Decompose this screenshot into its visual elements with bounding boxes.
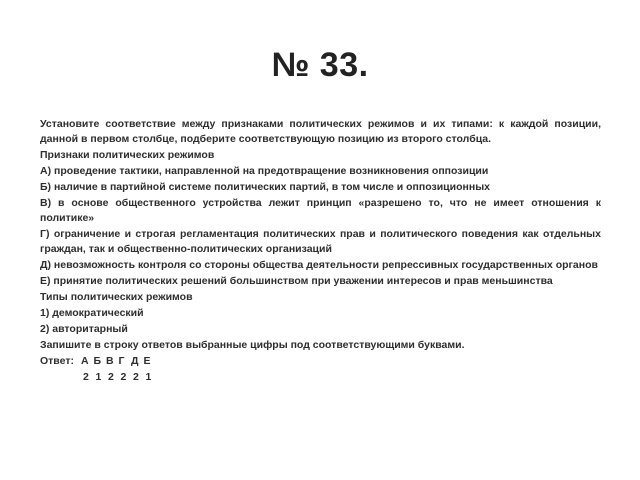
feature-item: Г) ограничение и строгая регламентация политических прав и политического поведения как отдельных граждан, так и общественно-политических организаций (40, 228, 601, 255)
type-item: 1) демократический (40, 307, 144, 319)
types-heading: Типы политических режимов (40, 291, 193, 303)
answer-letter: А (81, 355, 89, 367)
answer-digit: 2 (108, 371, 114, 383)
type-item: 2) авторитарный (40, 323, 128, 335)
task-body (40, 117, 601, 385)
answer-letter: Г (118, 355, 125, 367)
answer-label: Ответ: (40, 355, 74, 367)
answer-digit: 1 (145, 371, 152, 383)
answer-letter: Б (93, 355, 102, 367)
feature-item: А) проведение тактики, направленной на предотвращение возникновения оппозиции (40, 165, 489, 177)
slide-title: № 33. (271, 46, 369, 84)
answer-letter: В (106, 355, 114, 367)
instruction: Запишите в строку ответов выбранные цифры под соответствующими буквами. (40, 339, 465, 351)
feature-item: В) в основе общественного устройства лежит принцип «разрешено то, что не имеет отношения к политике» (40, 197, 601, 224)
feature-item: Е) принятие политических решений большинством при уважении интересов и прав меньшинства (40, 275, 553, 287)
answer-digit: 2 (83, 371, 89, 383)
answer-row (40, 354, 601, 369)
features-heading: Признаки политических режимов (40, 149, 215, 161)
answer-digit: 2 (120, 371, 127, 383)
feature-item: Б) наличие в партийной системе политических партий, в том числе и оппозиционных (40, 181, 490, 193)
task-statement: Установите соответствие между признаками политических режимов и их типами: к каждой позиции, данной в первом столбце, подберите соответствующую позицию из второго столбца. (40, 118, 601, 145)
feature-item: Д) невозможность контроля со стороны общества деятельности репрессивных государственных органов (40, 259, 598, 271)
answer-letters (81, 354, 156, 369)
answer-digit: 1 (95, 371, 102, 383)
answer-letter: Д (131, 355, 139, 367)
answer-digits (40, 370, 601, 385)
answer-letter: Е (143, 355, 151, 367)
answer-digit: 2 (133, 371, 139, 383)
